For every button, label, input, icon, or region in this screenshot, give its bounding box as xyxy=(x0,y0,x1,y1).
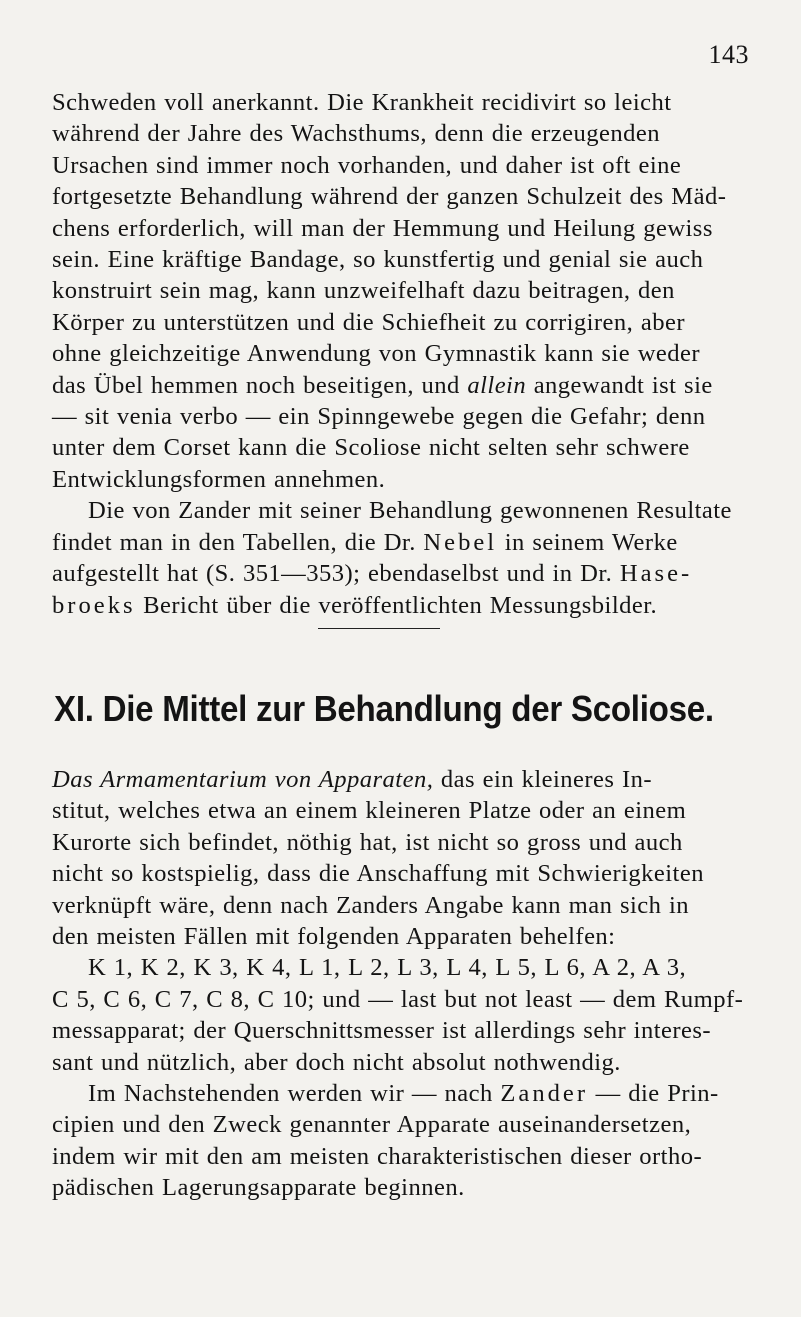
text-line: sant und nützlich, aber doch nicht absolut nothwendig. xyxy=(52,1048,621,1076)
text-line: — sit venia verbo — ein Spinngewebe gegen die Gefahr; denn xyxy=(52,403,706,431)
body-text-section xyxy=(52,764,758,1204)
text-line xyxy=(52,558,758,589)
text-line: messapparat; der Querschnittsmesser ist allerdings sehr interes- xyxy=(52,1017,712,1045)
armamentarium-paragraph xyxy=(52,764,758,952)
text-fragment: aufgestellt hat (S. 351—353); ebendaselbst und in Dr. xyxy=(52,560,613,588)
text-line: Körper zu unterstützen und die Schiefheit zu corrigiren, aber xyxy=(52,308,685,336)
author-name: Nebel xyxy=(423,528,498,556)
text-fragment: — die Prin- xyxy=(588,1080,719,1108)
text-line: indem wir mit den am meisten charakteristischen dieser ortho- xyxy=(52,1142,703,1170)
text-line: cipien und den Zweck genannter Apparate auseinandersetzen, xyxy=(52,1111,692,1139)
body-text-top xyxy=(52,87,758,621)
text-fragment: das Übel hemmen noch beseitigen, und xyxy=(52,371,468,399)
closing-paragraph xyxy=(52,1078,758,1204)
text-line: Kurorte sich befindet, nöthig hat, ist nicht so gross und auch xyxy=(52,828,683,856)
text-fragment: angewandt ist sie xyxy=(526,371,713,399)
text-line: stitut, welches etwa an einem kleineren Platze oder an einem xyxy=(52,797,687,825)
text-line: ohne gleichzeitige Anwendung von Gymnastik kann sie weder xyxy=(52,340,701,368)
text-fragment: findet man in den Tabellen, die Dr. xyxy=(52,528,424,556)
emphasis-phrase: Das Armamentarium von Apparaten, xyxy=(52,766,434,793)
text-line: Die von Zander mit seiner Behandlung gewonnenen Resultate xyxy=(88,497,732,525)
author-name: Zander xyxy=(500,1080,589,1108)
text-fragment: das ein kleineres In- xyxy=(433,766,653,793)
text-line: konstruirt sein mag, kann unzweifelhaft dazu beitragen, den xyxy=(52,277,675,305)
text-line: K 1, K 2, K 3, K 4, L 1, L 2, L 3, L 4, L 5, L 6, A 2, A 3, xyxy=(88,954,687,982)
text-line: fortgesetzte Behandlung während der ganzen Schulzeit des Mäd- xyxy=(52,183,727,211)
text-line: den meisten Fällen mit folgenden Apparaten behelfen: xyxy=(52,923,616,951)
emphasis-word: allein xyxy=(467,371,527,399)
zander-paragraph xyxy=(52,495,758,621)
text-line xyxy=(52,590,758,621)
author-name: Hase- xyxy=(619,560,693,588)
page-number: 143 xyxy=(708,40,749,69)
text-line xyxy=(52,370,758,401)
author-name: broeks xyxy=(52,591,136,619)
text-line: nicht so kostspielig, dass die Anschaffung mit Schwierigkeiten xyxy=(52,860,704,888)
text-line: verknüpft wäre, denn nach Zanders Angabe kann man sich in xyxy=(52,891,689,919)
text-line xyxy=(52,764,758,795)
section-divider xyxy=(318,628,440,629)
text-line: Schweden voll anerkannt. Die Krankheit recidivirt so leicht xyxy=(52,89,672,116)
text-line: pädischen Lagerungsapparate beginnen. xyxy=(52,1174,465,1202)
apparatus-paragraph xyxy=(52,952,758,1078)
text-line: sein. Eine kräftige Bandage, so kunstfertig und genial sie auch xyxy=(52,246,704,274)
text-line: unter dem Corset kann die Scoliose nicht selten sehr schwere xyxy=(52,434,690,462)
text-fragment: Im Nachstehenden werden wir — nach xyxy=(88,1080,501,1108)
text-fragment: in seinem Werke xyxy=(497,528,678,556)
text-line: während der Jahre des Wachsthums, denn die erzeugenden xyxy=(52,120,660,148)
text-line: Entwicklungsformen annehmen. xyxy=(52,465,386,493)
text-line: chens erforderlich, will man der Hemmung und Heilung gewiss xyxy=(52,214,713,242)
text-line: C 5, C 6, C 7, C 8, C 10; und — last but not least — dem Rumpf- xyxy=(52,985,744,1013)
text-line: Ursachen sind immer noch vorhanden, und daher ist oft eine xyxy=(52,151,682,179)
text-line xyxy=(52,527,758,558)
text-line xyxy=(52,1078,758,1109)
text-fragment: Bericht über die veröffentlichten Messungsbilder. xyxy=(135,591,658,619)
section-heading: XI. Die Mittel zur Behandlung der Scoliose. xyxy=(54,688,714,729)
continuation-paragraph xyxy=(52,87,758,495)
